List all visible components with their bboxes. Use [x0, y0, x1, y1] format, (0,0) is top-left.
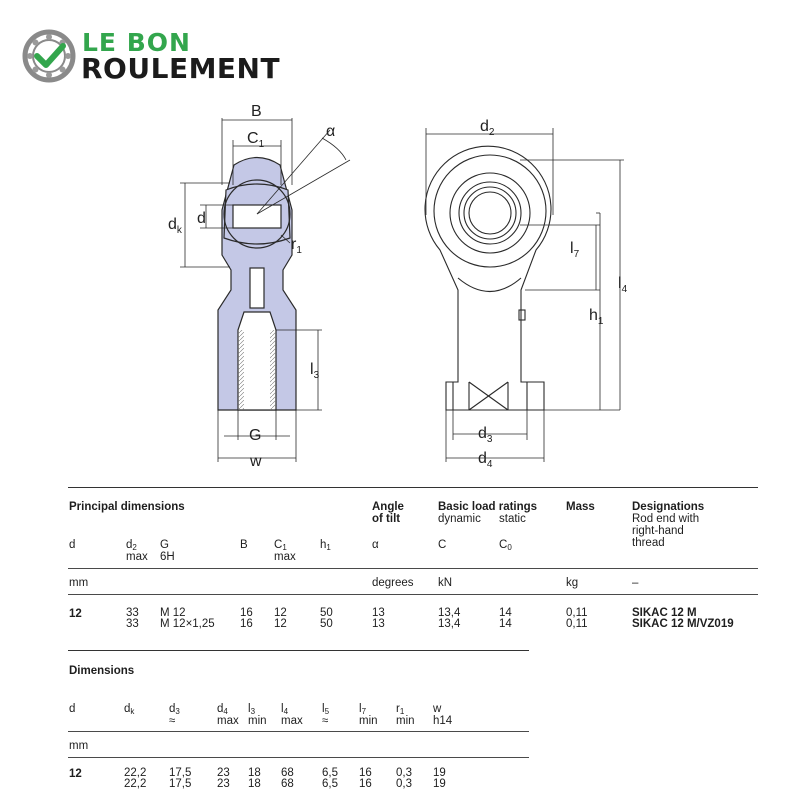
t2-col-d3-approx: ≈ — [169, 715, 176, 727]
table-row: 12 — [274, 607, 287, 619]
table-row: 13 — [372, 618, 385, 630]
col-C1-max: max — [274, 551, 296, 563]
front-view — [425, 146, 551, 410]
table-row: 0,11 — [566, 607, 588, 619]
col-C: C — [438, 539, 447, 551]
unit-degrees: degrees — [372, 577, 414, 589]
t2-col-w-h14: h14 — [433, 715, 453, 727]
label-d4: $d_4$ — [478, 450, 493, 470]
rod-end-drawing — [0, 90, 800, 480]
designation-1: SIKAC 12 M — [632, 607, 697, 619]
label-B: B — [251, 103, 262, 120]
table-row: 0,3 — [396, 767, 412, 779]
t2-col-d4-max: max — [217, 715, 239, 727]
row1-d: 12 — [69, 608, 82, 620]
table-row: 23 — [217, 778, 230, 790]
t2-col-d4: $d_4$ — [217, 703, 228, 716]
col-C0: $C_0$ — [499, 539, 512, 552]
table-row: 13,4 — [438, 607, 461, 619]
label-dk: $d_k$ — [168, 216, 182, 236]
table2-title: Dimensions — [69, 665, 135, 677]
static-label: static — [499, 513, 526, 525]
t2-col-l4: $l_4$ — [281, 703, 289, 716]
label-w: w — [250, 453, 262, 470]
t2-col-dk: $d_k$ — [124, 703, 135, 716]
table-row: 22,2 — [124, 767, 147, 779]
t2-col-l7-min: min — [359, 715, 378, 727]
table-row: 68 — [281, 767, 294, 779]
table-row: 16 — [240, 618, 253, 630]
table-row: 33 — [126, 607, 139, 619]
table-row: 13 — [372, 607, 385, 619]
label-r1: $r_1$ — [291, 236, 302, 256]
t2-col-w: w — [433, 703, 442, 715]
col-C1: $C_1$ — [274, 539, 287, 552]
label-l4: $l_4$ — [618, 275, 628, 295]
table-row: M 12 — [160, 607, 186, 619]
dynamic-label: dynamic — [438, 513, 481, 525]
t2-col-l3-min: min — [248, 715, 267, 727]
table-row: 0,3 — [396, 778, 412, 790]
angle-title-1: Angle — [372, 501, 404, 513]
table-row: 68 — [281, 778, 294, 790]
table-row: 0,11 — [566, 618, 588, 630]
t2-col-d3: $d_3$ — [169, 703, 180, 716]
t2-col-l5-approx: ≈ — [322, 715, 329, 727]
unit-dash: – — [632, 577, 639, 589]
table-row: 50 — [320, 618, 333, 630]
load-ratings-title: Basic load ratings — [438, 501, 538, 513]
designation-sub-1: Rod end with — [632, 513, 700, 525]
label-d3: $d_3$ — [478, 425, 493, 445]
table1-title: Principal dimensions — [69, 501, 185, 513]
table-row: 14 — [499, 607, 512, 619]
table-row: 18 — [248, 767, 261, 779]
front-dimensions — [426, 128, 624, 462]
table-row: 17,5 — [169, 767, 192, 779]
label-alpha: α — [326, 123, 336, 140]
label-h1: $h_1$ — [589, 307, 604, 327]
table-row: 50 — [320, 607, 333, 619]
designation-title: Designations — [632, 501, 705, 513]
angle-title-2: of tilt — [372, 513, 401, 525]
t2-col-l7: $l_7$ — [359, 703, 367, 716]
t2-col-d: d — [69, 703, 76, 715]
col-d: d — [69, 539, 76, 551]
section-view — [218, 158, 296, 411]
label-G: G — [249, 427, 262, 444]
t2-unit-mm: mm — [69, 740, 89, 752]
label-d: d — [197, 210, 206, 227]
unit-kg: kg — [566, 577, 579, 589]
t2-col-l4-max: max — [281, 715, 303, 727]
logo-line2: ROULEMENT — [81, 52, 281, 85]
table-row: 14 — [499, 618, 512, 630]
logo — [22, 26, 302, 86]
designation-2: SIKAC 12 M/VZ019 — [632, 618, 734, 630]
label-d2: $d_2$ — [480, 118, 495, 138]
mass-title: Mass — [566, 501, 595, 513]
label-l7: $l_7$ — [570, 240, 580, 260]
designation-sub-2: right-hand — [632, 525, 684, 537]
table-row: 6,5 — [322, 767, 338, 779]
unit-mm: mm — [69, 577, 89, 589]
col-d2-max: max — [126, 551, 148, 563]
table-row: 13,4 — [438, 618, 461, 630]
unit-kN: kN — [438, 577, 453, 589]
table-row: 19 — [433, 767, 446, 779]
table-row: 17,5 — [169, 778, 192, 790]
t2-col-r1-min: min — [396, 715, 415, 727]
col-h1: $h_1$ — [320, 539, 331, 552]
table-row: 23 — [217, 767, 230, 779]
table-row: 6,5 — [322, 778, 338, 790]
table-row: M 12×1,25 — [160, 618, 215, 630]
table-row: 33 — [126, 618, 139, 630]
table-row: 16 — [359, 778, 372, 790]
bearing-check-icon — [22, 29, 76, 83]
table-row: 16 — [359, 767, 372, 779]
label-l3: $l_3$ — [310, 361, 320, 381]
t2-col-l3: $l_3$ — [248, 703, 256, 716]
label-C1: $C_1$ — [247, 130, 265, 150]
logo-line1: LE BON — [82, 28, 191, 57]
designation-sub-3: thread — [632, 537, 665, 549]
table-row: 22,2 — [124, 778, 147, 790]
col-G: G — [160, 539, 169, 551]
table-row: 16 — [240, 607, 253, 619]
t2-col-l5: $l_5$ — [322, 703, 330, 716]
col-G-6H: 6H — [160, 551, 175, 563]
col-B: B — [240, 539, 248, 551]
col-alpha: α — [372, 539, 379, 551]
col-d2: $d_2$ — [126, 539, 137, 552]
t2-row1-d: 12 — [69, 768, 82, 780]
t2-col-r1: $r_1$ — [396, 703, 405, 716]
table-row: 19 — [433, 778, 446, 790]
table-row: 18 — [248, 778, 261, 790]
table-row: 12 — [274, 618, 287, 630]
